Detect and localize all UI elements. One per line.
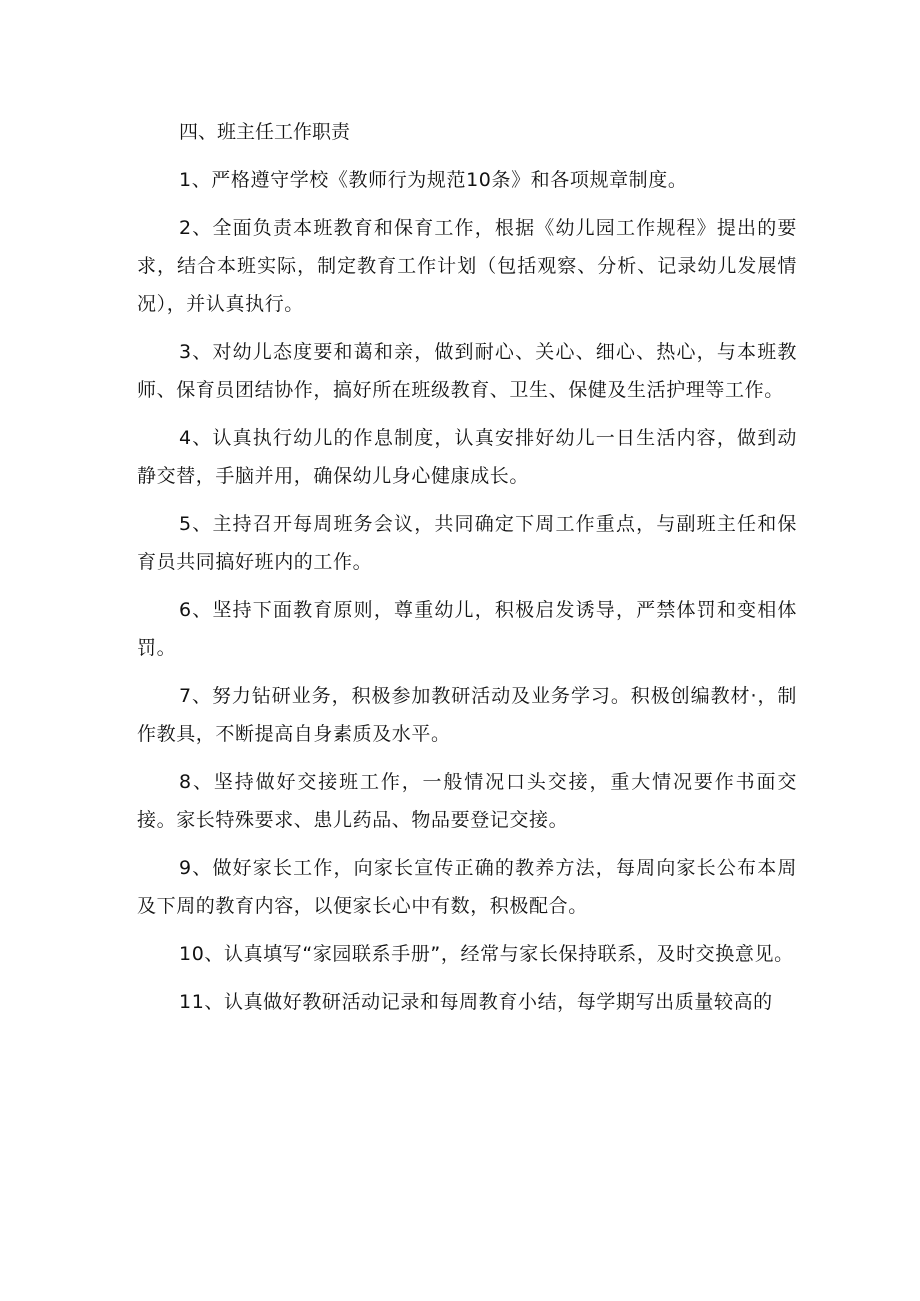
paragraph-5: 5、主持召开每周班务会议，共同确定下周工作重点，与副班主任和保育员共同搞好班内的工作。	[137, 513, 797, 573]
paragraph-7: 7、努力钻研业务，积极参加教研活动及业务学习。积极创编教材·，制作教具，不断提高自身素质及水平。	[137, 685, 797, 745]
paragraph-8: 8、坚持做好交接班工作，一般情况口头交接，重大情况要作书面交接。家长特殊要求、患儿药品、物品要登记交接。	[137, 771, 797, 831]
paragraph-4: 4、认真执行幼儿的作息制度，认真安排好幼儿一日生活内容，做到动静交替，手脑并用，确保幼儿身心健康成长。	[137, 427, 797, 487]
paragraph-11: 11、认真做好教研活动记录和每周教育小结，每学期写出质量较高的	[179, 991, 773, 1013]
paragraph-9: 9、做好家长工作，向家长宣传正确的教养方法，每周向家长公布本周及下周的教育内容，以便家长心中有数，积极配合。	[137, 857, 797, 917]
paragraph-3: 3、对幼儿态度要和蔼和亲，做到耐心、关心、细心、热心，与本班教师、保育员团结协作，搞好所在班级教育、卫生、保健及生活护理等工作。	[137, 341, 797, 401]
section-heading: 四、班主任工作职责	[179, 121, 351, 143]
document-body	[137, 113, 797, 1021]
paragraph-10: 10、认真填写“家园联系手册”，经常与家长保持联系，及时交换意见。	[179, 943, 794, 965]
paragraph-6: 6、坚持下面教育原则，尊重幼儿，积极启发诱导，严禁体罚和变相体罚。	[137, 599, 797, 659]
paragraph-2: 2、全面负责本班教育和保育工作，根据《幼儿园工作规程》提出的要求，结合本班实际，制定教育工作计划（包括观察、分析、记录幼儿发展情况），并认真执行。	[137, 217, 797, 315]
paragraph-1: 1、严格遵守学校《教师行为规范10条》和各项规章制度。	[179, 169, 688, 191]
